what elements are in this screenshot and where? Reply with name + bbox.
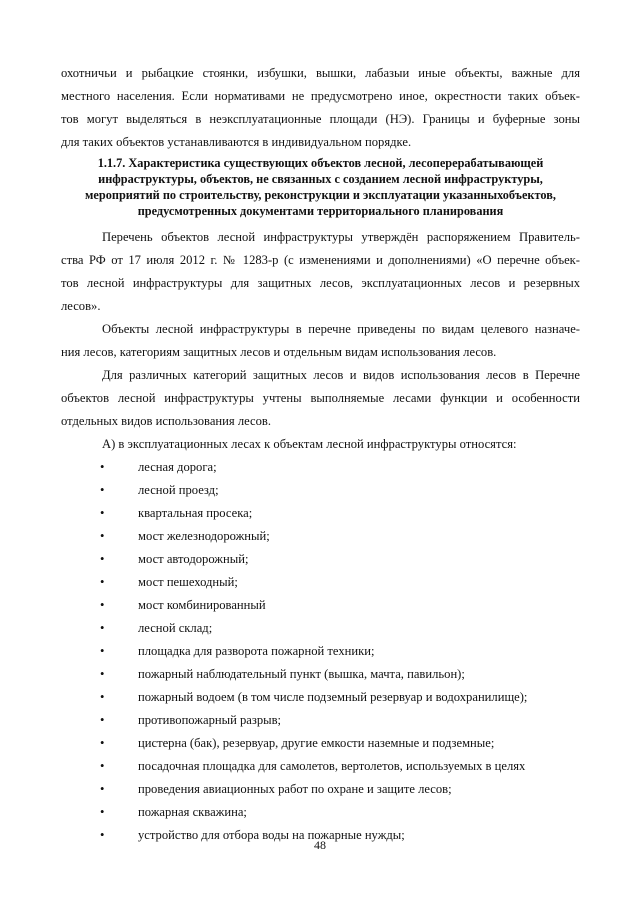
heading-line: предусмотренных документами территориального планирования [137,204,504,218]
bullet-icon: • [100,644,105,658]
text-line: отдельных видов использования лесов. [61,414,272,428]
text-line: тов лесной инфраструктуры для защитных лесов, эксплуатационных лесов и резервных [61,276,580,290]
paragraph-decree [61,226,580,318]
paragraph-purpose [61,318,580,364]
bullet-icon: • [100,529,105,543]
list-item-text: мост автодорожный; [138,552,249,566]
list-item [61,755,580,778]
heading-line: инфраструктуры, объектов, не связанных с созданием лесной инфраструктуры, [98,172,543,186]
page-body [61,62,580,847]
bullet-icon: • [100,690,105,704]
list-item-text: мост железнодорожный; [138,529,270,543]
list-item [61,456,580,479]
bullet-icon: • [100,506,105,520]
heading-line: 1.1.7. Характеристика существующих объектов лесной, лесоперерабатывающей [97,156,544,170]
list-item-text: пожарный водоем (в том числе подземный резервуар и водохранилище); [138,690,528,704]
bullet-icon: • [100,782,105,796]
section-heading [61,155,580,219]
list-item [61,778,580,801]
list-item [61,663,580,686]
list-item [61,479,580,502]
list-item-text: мост пешеходный; [138,575,238,589]
list-item-text: площадка для разворота пожарной техники; [138,644,375,658]
list-item-text: цистерна (бак), резервуар, другие емкости наземные и подземные; [138,736,495,750]
list-item-text: лесной склад; [138,621,213,635]
text-line: Перечень объектов лесной инфраструктуры утверждён распоряжением Правитель- [102,230,580,244]
text-line: Для различных категорий защитных лесов и видов использования лесов в Перечне [102,368,580,382]
list-item-text: лесная дорога; [138,460,217,474]
intro-paragraph [61,62,580,154]
list-item-text: пожарный наблюдательный пункт (вышка, мачта, павильон); [138,667,465,681]
text-line: местного населения. Если нормативами не предусмотрено иное, окрестности таких объек- [61,89,580,103]
text-line: Объекты лесной инфраструктуры в перечне приведены по видам целевого назначе- [102,322,580,336]
text-line: объектов лесной инфраструктуры учтены выполняемые лесами функции и особенности [61,391,580,405]
text-line: тов могут выделяться в неэксплуатационные площади (НЭ). Границы и буферные зоны [61,112,580,126]
list-intro: А) в эксплуатационных лесах к объектам лесной инфраструктуры относятся: [102,437,517,451]
bullet-icon: • [100,598,105,612]
list-item-text: посадочная площадка для самолетов, вертолетов, используемых в целях [138,759,526,773]
list-item-text: противопожарный разрыв; [138,713,282,727]
bullet-list [61,456,580,847]
paragraph-categories [61,364,580,433]
text-line: охотничьи и рыбацкие стоянки, избушки, вышки, лабазыи иные объекты, важные для [61,66,580,80]
bullet-icon: • [100,736,105,750]
list-item-text: устройство для отбора воды на пожарные нужды; [138,828,405,842]
list-item [61,525,580,548]
text-line: ства РФ от 17 июля 2012 г. № 1283-р (с изменениями и дополнениями) «О перечне объек- [61,253,580,267]
bullet-icon: • [100,460,105,474]
list-item-text: квартальная просека; [138,506,253,520]
list-item [61,640,580,663]
bullet-icon: • [100,621,105,635]
bullet-icon: • [100,759,105,773]
list-item-text: пожарная скважина; [138,805,247,819]
list-item-text: мост комбинированный [138,598,266,612]
text-line: ния лесов, категориям защитных лесов и отдельным видам использования лесов. [61,345,497,359]
list-item [61,686,580,709]
list-item [61,571,580,594]
list-item [61,502,580,525]
text-line: лесов». [61,299,101,313]
bullet-icon: • [100,713,105,727]
list-item [61,709,580,732]
list-item [61,617,580,640]
heading-line: мероприятий по строительству, реконструкции и эксплуатации указанныхобъектов, [85,188,556,202]
list-item [61,801,580,824]
page-number: 48 [314,838,326,852]
bullet-icon: • [100,483,105,497]
list-item-text: лесной проезд; [138,483,219,497]
list-item [61,594,580,617]
bullet-icon: • [100,828,105,842]
bullet-icon: • [100,805,105,819]
bullet-icon: • [100,575,105,589]
text-line: для таких объектов устанавливаются в индивидуальном порядке. [61,135,412,149]
bullet-icon: • [100,552,105,566]
bullet-icon: • [100,667,105,681]
list-item [61,548,580,571]
list-item-text: проведения авиационных работ по охране и защите лесов; [138,782,452,796]
list-item [61,732,580,755]
